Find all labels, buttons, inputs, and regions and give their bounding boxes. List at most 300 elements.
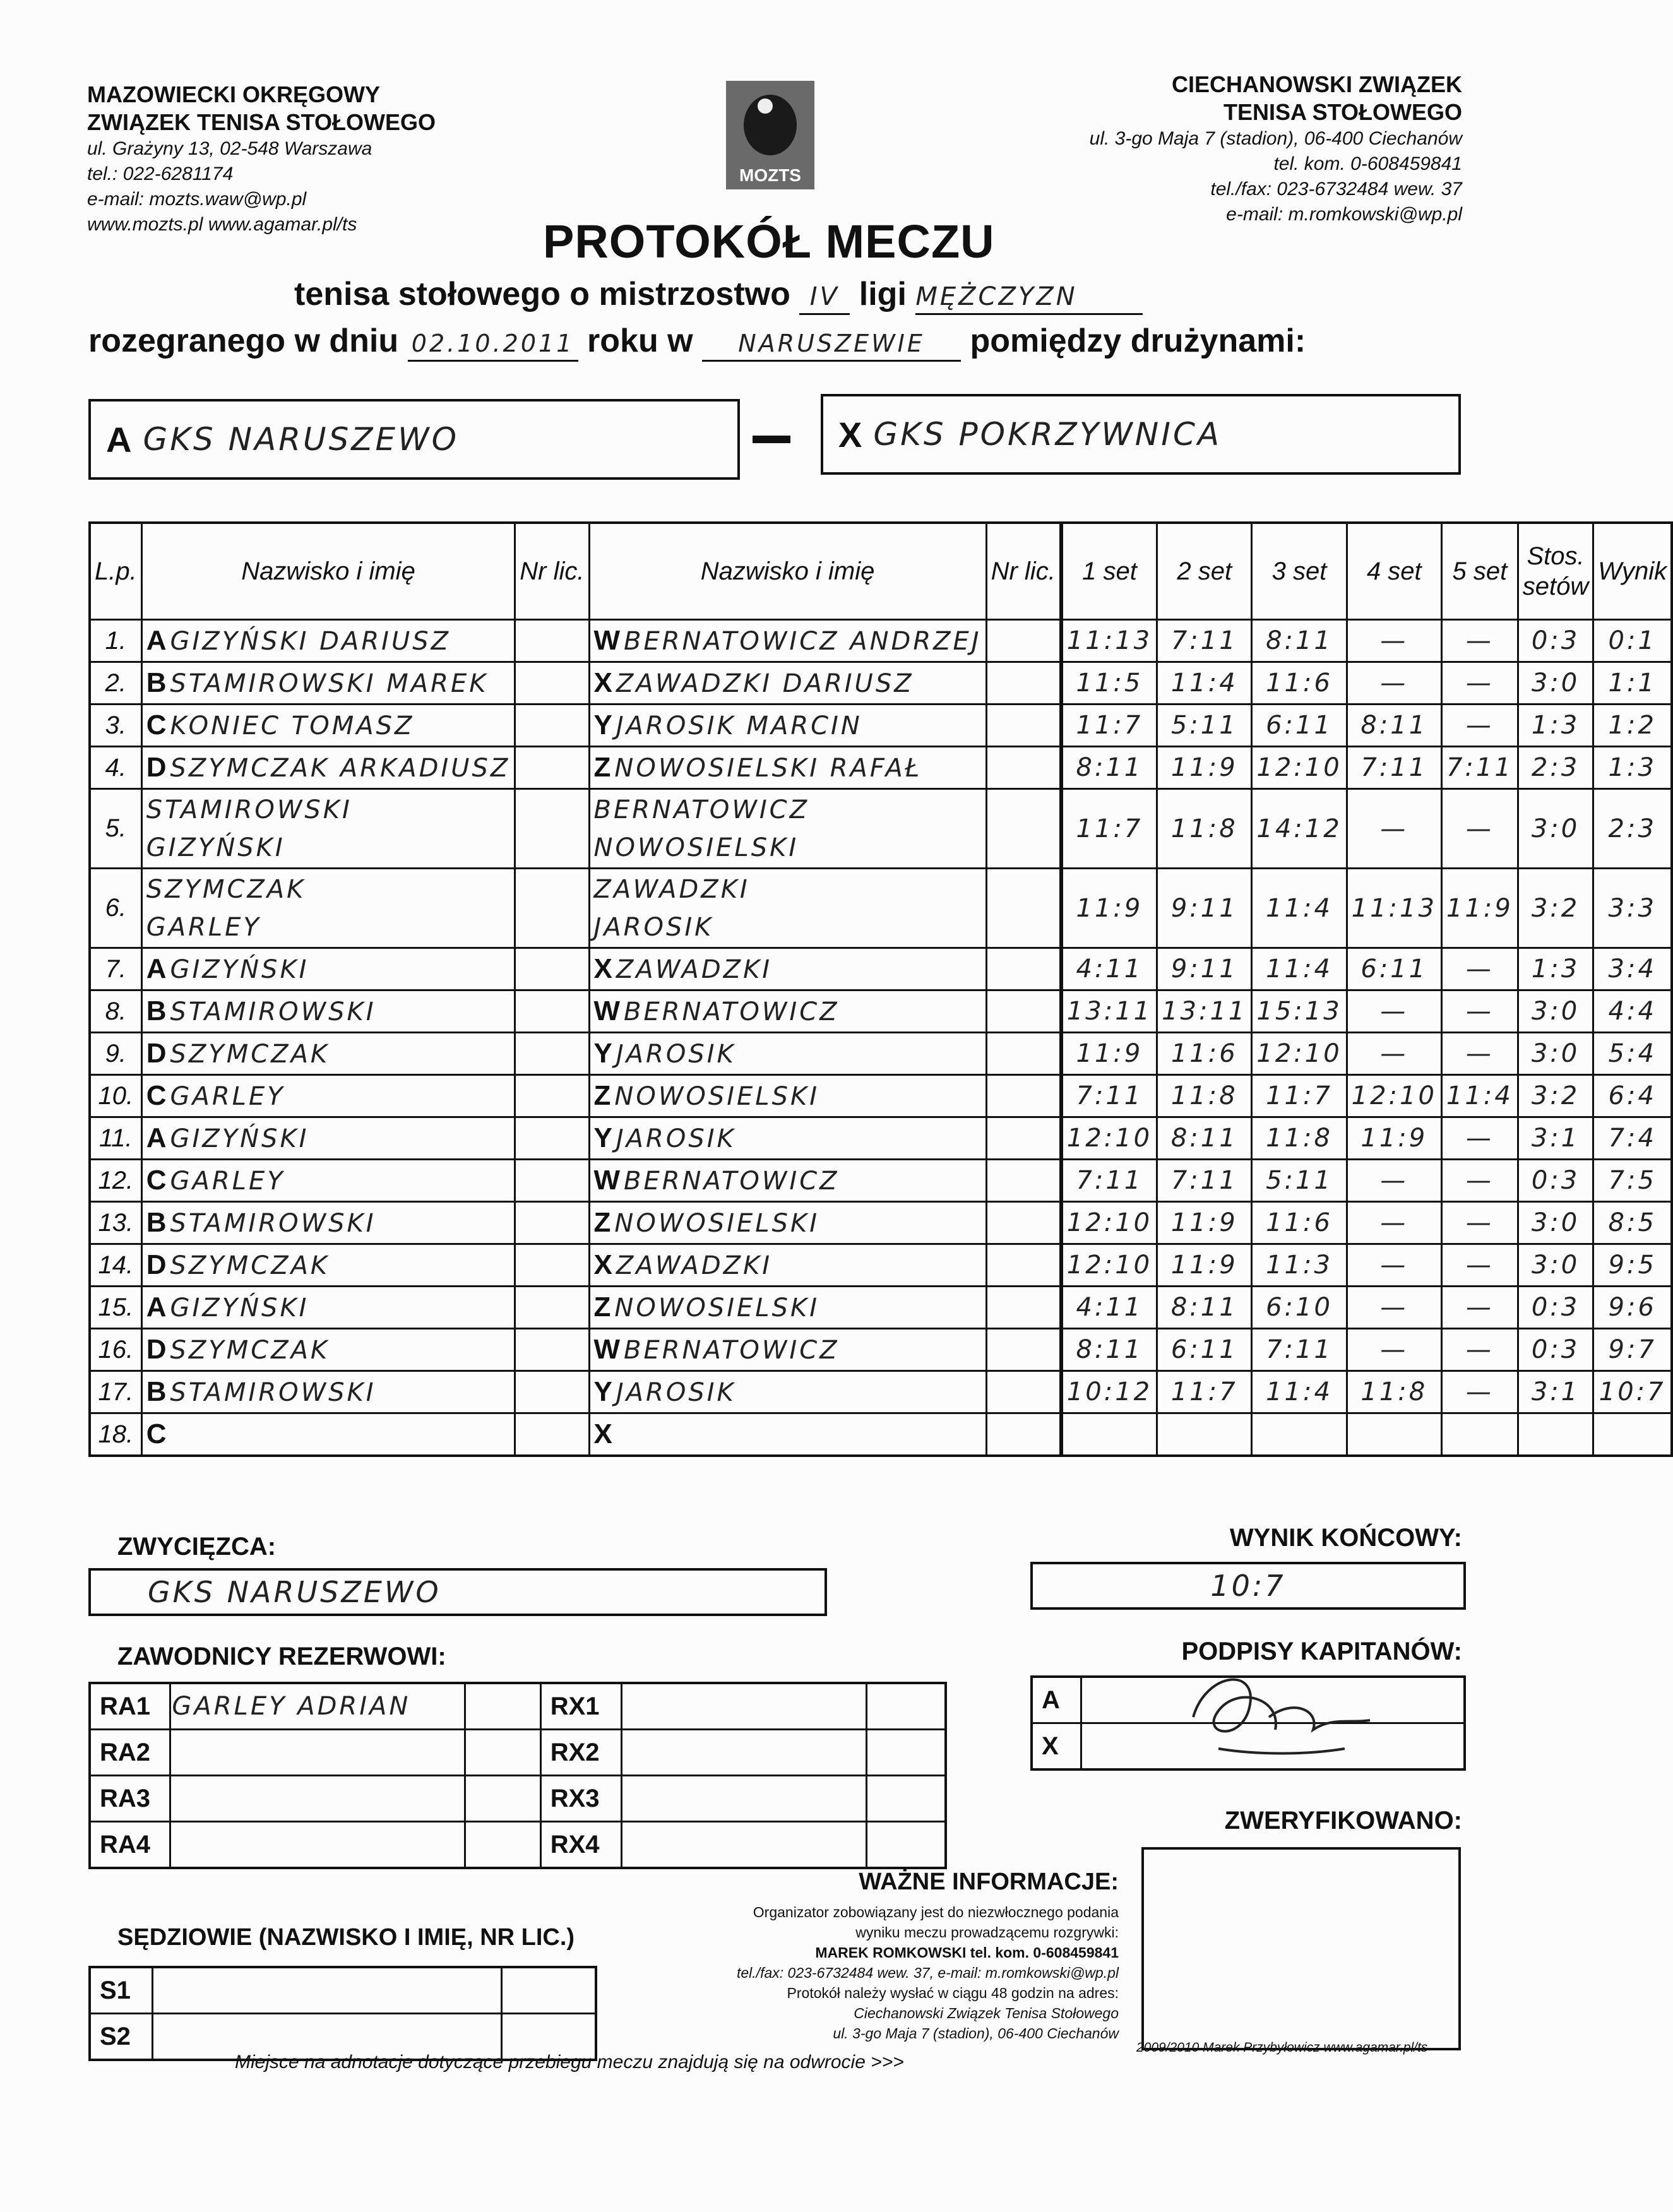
referee-s1-lic[interactable] — [502, 1967, 596, 2014]
table-row — [90, 869, 1672, 948]
running-score: 0:1 — [1593, 620, 1672, 662]
set-score-s4: 8:11 — [1347, 705, 1441, 747]
team-a-letter: A — [106, 419, 132, 460]
player-x-cell — [589, 990, 986, 1033]
set-score-s3: 11:4 — [1252, 948, 1347, 990]
license-a — [515, 620, 589, 662]
player-a-name: STAMIROWSKI MAREK — [170, 669, 489, 698]
set-score-s2: 11:9 — [1157, 1244, 1252, 1287]
row-number: 16. — [90, 1329, 141, 1371]
table-row — [90, 1329, 1672, 1371]
player-a-cell — [141, 705, 515, 747]
table-row — [90, 620, 1672, 662]
player-x-name: JAROSIK — [616, 1378, 736, 1407]
footer-note: Miejsce na adnotacje dotyczące przebiegu meczu znajdują się na odwrocie >>> — [235, 2052, 904, 2072]
license-x — [986, 1413, 1061, 1456]
row-number: 3. — [90, 705, 141, 747]
player-a-name-2: GARLEY — [146, 912, 261, 942]
player-a-name: STAMIROWSKI — [170, 1378, 376, 1407]
reserve-a-name[interactable] — [170, 1776, 465, 1822]
right-email[interactable]: e-mail: m.romkowski@wp.pl — [1226, 204, 1462, 225]
important-l4: tel./fax: 023-6732484 wew. 37, e-mail: m.romkowski@wp.pl — [737, 1965, 1119, 1981]
row-number: 14. — [90, 1244, 141, 1287]
player-a-name: SZYMCZAK — [170, 1336, 330, 1365]
set-score-s3: 11:6 — [1252, 1202, 1347, 1244]
set-score-s4: — — [1347, 620, 1441, 662]
reserve-a-lic[interactable] — [465, 1822, 541, 1869]
left-org-line1: MAZOWIECKI OKRĘGOWY — [87, 81, 380, 107]
reserve-a-code: RA1 — [90, 1683, 170, 1730]
set-score-s1: 11:7 — [1061, 705, 1157, 747]
set-score-s4: 11:13 — [1347, 869, 1441, 948]
set-score-s4: — — [1347, 789, 1441, 869]
important-l5: Protokół należy wysłać w ciągu 48 godzin na adres: — [787, 1985, 1119, 2001]
row-number: 4. — [90, 747, 141, 789]
reserve-x-lic[interactable] — [866, 1683, 946, 1730]
team-a-name: GKS NARUSZEWO — [143, 421, 459, 458]
set-score-s2: 5:11 — [1157, 705, 1252, 747]
license-a — [515, 1371, 589, 1413]
set-score-s3: 11:7 — [1252, 1075, 1347, 1117]
important-info — [650, 1869, 1119, 2043]
line1-ligi: ligi — [859, 276, 907, 312]
running-score: 3:4 — [1593, 948, 1672, 990]
player-x-cell — [589, 1160, 986, 1202]
player-x-name-2: JAROSIK — [593, 912, 714, 942]
running-score: 5:4 — [1593, 1033, 1672, 1075]
license-a — [515, 747, 589, 789]
captain-signature-scribble — [1181, 1660, 1383, 1768]
player-a-name: GIZYŃSKI — [170, 955, 309, 984]
right-header — [982, 71, 1462, 227]
player-a-cell — [141, 1413, 515, 1456]
player-a-side: B — [146, 667, 167, 698]
row-number: 12. — [90, 1160, 141, 1202]
set-score-s3: 7:11 — [1252, 1329, 1347, 1371]
reserve-x-code: RX1 — [540, 1683, 621, 1730]
player-a-name: SZYMCZAK — [146, 874, 306, 904]
player-a-side: D — [146, 1038, 167, 1069]
set-score-s3: 14:12 — [1252, 789, 1347, 869]
license-a — [515, 1033, 589, 1075]
set-score-s2: 8:11 — [1157, 1287, 1252, 1329]
set-score-s5: — — [1441, 1371, 1518, 1413]
set-score-s3: 11:6 — [1252, 662, 1347, 705]
category-value: MĘŻCZYZN — [915, 282, 1078, 311]
player-x-name: JAROSIK — [616, 1124, 736, 1153]
row-number: 18. — [90, 1413, 141, 1456]
winner-box — [88, 1568, 827, 1616]
license-a — [515, 662, 589, 705]
set-score-s1: 13:11 — [1061, 990, 1157, 1033]
sets-ratio: 0:3 — [1518, 1160, 1593, 1202]
player-a-side: D — [146, 1334, 167, 1365]
player-x-side: W — [593, 625, 621, 656]
player-x-side: Z — [593, 1080, 611, 1111]
player-a-cell — [141, 948, 515, 990]
versus-dash — [753, 436, 790, 443]
referee-s1-name[interactable] — [153, 1967, 502, 2014]
referees-table — [88, 1966, 597, 2061]
reserve-a-lic[interactable] — [465, 1776, 541, 1822]
reserve-a-name[interactable] — [170, 1730, 465, 1776]
player-a-side: C — [146, 1080, 167, 1111]
player-x-cell — [589, 1244, 986, 1287]
player-x-cell — [589, 662, 986, 705]
player-x-name: NOWOSIELSKI RAFAŁ — [614, 754, 922, 783]
player-x-name: ZAWADZKI — [593, 874, 750, 904]
table-row — [90, 1287, 1672, 1329]
player-a-cell — [141, 620, 515, 662]
table-row — [90, 1117, 1672, 1160]
player-x-side: Z — [593, 752, 611, 783]
running-score: 1:1 — [1593, 662, 1672, 705]
sets-ratio: 3:1 — [1518, 1117, 1593, 1160]
player-a-name: SZYMCZAK — [170, 1040, 330, 1069]
set-score-s3: 15:13 — [1252, 990, 1347, 1033]
row-number: 11. — [90, 1117, 141, 1160]
table-row — [90, 1371, 1672, 1413]
reserve-a-code: RA3 — [90, 1776, 170, 1822]
set-score-s3: 11:8 — [1252, 1117, 1347, 1160]
license-a — [515, 1160, 589, 1202]
player-a-side: D — [146, 752, 167, 783]
player-a-cell — [141, 1244, 515, 1287]
header-set3: 3 set — [1252, 523, 1347, 620]
header-wynik: Wynik — [1593, 523, 1672, 620]
winner-value: GKS NARUSZEWO — [148, 1575, 441, 1609]
running-score: 8:5 — [1593, 1202, 1672, 1244]
license-x — [986, 620, 1061, 662]
set-score-s3: 11:4 — [1252, 1371, 1347, 1413]
set-score-s4: — — [1347, 1033, 1441, 1075]
sets-ratio: 3:0 — [1518, 990, 1593, 1033]
reserve-a-lic[interactable] — [465, 1730, 541, 1776]
set-score-s2: 7:11 — [1157, 1160, 1252, 1202]
player-x-side: Y — [593, 1038, 612, 1069]
set-score-s4: — — [1347, 1202, 1441, 1244]
table-row — [90, 747, 1672, 789]
table-row — [90, 789, 1672, 869]
header-lp: L.p. — [90, 523, 141, 620]
license-x — [986, 1329, 1061, 1371]
player-a-side: A — [146, 1292, 167, 1323]
credits: 2009/2010 Marek Przybyłowicz www.agamar.pl/ts — [1136, 2040, 1428, 2055]
table-row — [90, 1202, 1672, 1244]
set-score-s2: 11:6 — [1157, 1033, 1252, 1075]
set-score-s2: 13:11 — [1157, 990, 1252, 1033]
reserve-x-lic[interactable] — [866, 1776, 946, 1822]
player-a-cell — [141, 1075, 515, 1117]
player-x-side: X — [593, 667, 612, 698]
sets-ratio: 3:0 — [1518, 789, 1593, 869]
table-row — [90, 705, 1672, 747]
set-score-s5 — [1441, 1413, 1518, 1456]
license-x — [986, 1117, 1061, 1160]
referees-label: SĘDZIOWIE (NAZWISKO I IMIĘ, NR LIC.) — [117, 1924, 575, 1951]
set-score-s4: — — [1347, 662, 1441, 705]
running-score: 10:7 — [1593, 1371, 1672, 1413]
running-score: 1:3 — [1593, 747, 1672, 789]
player-x-side: X — [593, 953, 612, 984]
player-a-side: C — [146, 710, 167, 740]
player-x-cell — [589, 1033, 986, 1075]
sets-ratio: 3:2 — [1518, 869, 1593, 948]
row-number: 1. — [90, 620, 141, 662]
player-x-cell — [589, 869, 986, 948]
player-a-name: GIZYŃSKI DARIUSZ — [170, 627, 451, 656]
place-value: NARUSZEWIE — [738, 330, 925, 357]
player-x-cell — [589, 1117, 986, 1160]
license-x — [986, 990, 1061, 1033]
license-a — [515, 869, 589, 948]
player-a-side: A — [146, 953, 167, 984]
running-score: 9:6 — [1593, 1287, 1672, 1329]
set-score-s1: 4:11 — [1061, 1287, 1157, 1329]
set-score-s4: 12:10 — [1347, 1075, 1441, 1117]
team-x-box — [821, 394, 1461, 475]
set-score-s2 — [1157, 1413, 1252, 1456]
player-x-cell — [589, 747, 986, 789]
date-place-line — [88, 322, 1306, 362]
license-x — [986, 747, 1061, 789]
license-x — [986, 789, 1061, 869]
row-number: 2. — [90, 662, 141, 705]
license-a — [515, 789, 589, 869]
captain-a-label: A — [1032, 1677, 1081, 1723]
player-a-cell — [141, 1287, 515, 1329]
sets-ratio: 3:1 — [1518, 1371, 1593, 1413]
reserve-x-code: RX3 — [540, 1776, 621, 1822]
player-a-name: GIZYŃSKI — [170, 1293, 309, 1323]
player-x-side: Y — [593, 1122, 612, 1153]
player-x-name: ZAWADZKI — [616, 955, 773, 984]
set-score-s1: 12:10 — [1061, 1202, 1157, 1244]
reserve-a-lic[interactable] — [465, 1683, 541, 1730]
table-tennis-logo-icon — [726, 81, 814, 163]
logo-text: MOZTS — [739, 165, 801, 185]
set-score-s5: — — [1441, 1117, 1518, 1160]
league-field — [799, 275, 850, 315]
license-x — [986, 1371, 1061, 1413]
date-field — [408, 322, 578, 362]
player-a-side: C — [146, 1165, 167, 1196]
player-x-name: NOWOSIELSKI — [614, 1293, 820, 1323]
player-x-side: X — [593, 1418, 612, 1449]
reserve-a-name[interactable]: GARLEY ADRIAN — [170, 1683, 465, 1730]
header-stos: Stos. setów — [1518, 523, 1593, 620]
set-score-s1: 11:5 — [1061, 662, 1157, 705]
sets-ratio: 0:3 — [1518, 1329, 1593, 1371]
team-x-name: GKS POKRZYWNICA — [873, 416, 1222, 453]
set-score-s4: — — [1347, 990, 1441, 1033]
captains-label: PODPISY KAPITANÓW: — [1181, 1638, 1462, 1665]
player-a-side: D — [146, 1249, 167, 1280]
player-a-cell — [141, 1202, 515, 1244]
set-score-s5: — — [1441, 662, 1518, 705]
reserve-row — [90, 1822, 946, 1869]
set-score-s4: 7:11 — [1347, 747, 1441, 789]
reserves-label: ZAWODNICY REZERWOWI: — [117, 1643, 446, 1670]
left-phone: tel.: 022-6281174 — [87, 164, 234, 184]
player-x-side: X — [593, 1249, 612, 1280]
left-header — [87, 81, 491, 237]
set-score-s4: 11:8 — [1347, 1371, 1441, 1413]
table-row — [90, 1160, 1672, 1202]
player-x-name: NOWOSIELSKI — [614, 1209, 820, 1238]
running-score: 4:4 — [1593, 990, 1672, 1033]
reserve-x-name[interactable] — [621, 1730, 866, 1776]
row-number: 9. — [90, 1033, 141, 1075]
license-a — [515, 948, 589, 990]
table-row — [90, 662, 1672, 705]
left-www[interactable]: www.mozts.pl www.agamar.pl/ts — [87, 214, 357, 235]
player-x-name: ZAWADZKI DARIUSZ — [616, 669, 914, 698]
player-x-name: BERNATOWICZ — [624, 1167, 840, 1196]
set-score-s5: — — [1441, 1244, 1518, 1287]
license-x — [986, 1033, 1061, 1075]
running-score: 6:4 — [1593, 1075, 1672, 1117]
license-a — [515, 1202, 589, 1244]
referee-s1-row — [90, 1967, 596, 2014]
right-address: ul. 3-go Maja 7 (stadion), 06-400 Ciechanów — [1089, 128, 1462, 149]
set-score-s5: — — [1441, 1033, 1518, 1075]
reserve-a-code: RA2 — [90, 1730, 170, 1776]
player-x-side: Y — [593, 1376, 612, 1407]
player-a-cell — [141, 1329, 515, 1371]
left-org-line2: ZWIĄZEK TENISA STOŁOWEGO — [87, 109, 436, 135]
player-x-cell — [589, 789, 986, 869]
line2-suffix: pomiędzy drużynami: — [970, 323, 1306, 359]
set-score-s5: 11:4 — [1441, 1075, 1518, 1117]
set-score-s2: 11:7 — [1157, 1371, 1252, 1413]
player-a-name: GARLEY — [170, 1167, 285, 1196]
running-score: 7:5 — [1593, 1160, 1672, 1202]
captain-x-label: X — [1032, 1723, 1081, 1770]
player-a-cell — [141, 789, 515, 869]
running-score — [1593, 1413, 1672, 1456]
running-score: 2:3 — [1593, 789, 1672, 869]
set-score-s3: 5:11 — [1252, 1160, 1347, 1202]
set-score-s3: 8:11 — [1252, 620, 1347, 662]
player-a-name: STAMIROWSKI — [170, 1209, 376, 1238]
sets-ratio: 1:3 — [1518, 705, 1593, 747]
header-set5: 5 set — [1441, 523, 1518, 620]
set-score-s1: 8:11 — [1061, 747, 1157, 789]
referee-s1-label: S1 — [90, 1967, 153, 2014]
reserve-x-name[interactable] — [621, 1822, 866, 1869]
set-score-s4: — — [1347, 1160, 1441, 1202]
set-score-s3: 6:11 — [1252, 705, 1347, 747]
player-a-side: A — [146, 625, 167, 656]
important-l6: Ciechanowski Związek Tenisa Stołowego — [854, 2005, 1119, 2021]
player-a-name: STAMIROWSKI — [146, 795, 352, 824]
set-score-s2: 9:11 — [1157, 869, 1252, 948]
set-score-s4: 11:9 — [1347, 1117, 1441, 1160]
set-score-s3: 11:4 — [1252, 869, 1347, 948]
license-x — [986, 1287, 1061, 1329]
reserve-x-name[interactable] — [621, 1683, 866, 1730]
set-score-s5: — — [1441, 1160, 1518, 1202]
line2-prefix: rozegranego w dniu — [88, 323, 399, 359]
set-score-s3 — [1252, 1413, 1347, 1456]
results-table — [88, 521, 1673, 1457]
reserve-x-code: RX4 — [540, 1822, 621, 1869]
set-score-s1: 7:11 — [1061, 1075, 1157, 1117]
results-table-body — [90, 620, 1672, 1456]
license-a — [515, 1117, 589, 1160]
player-a-side: B — [146, 996, 167, 1026]
license-a — [515, 1413, 589, 1456]
set-score-s5: — — [1441, 789, 1518, 869]
table-row — [90, 948, 1672, 990]
set-score-s3: 12:10 — [1252, 1033, 1347, 1075]
place-field — [702, 322, 961, 362]
player-a-name-2: GIZYŃSKI — [146, 833, 285, 862]
license-a — [515, 1329, 589, 1371]
sets-ratio: 3:0 — [1518, 1202, 1593, 1244]
important-l3: MAREK ROMKOWSKI tel. kom. 0-608459841 — [815, 1944, 1119, 1961]
final-score-box — [1030, 1562, 1466, 1610]
reserves-table — [88, 1682, 947, 1869]
player-a-name: SZYMCZAK ARKADIUSZ — [170, 754, 511, 783]
player-a-side: B — [146, 1376, 167, 1407]
player-x-side: Y — [593, 710, 612, 740]
player-x-cell — [589, 620, 986, 662]
running-score: 9:7 — [1593, 1329, 1672, 1371]
set-score-s2: 11:4 — [1157, 662, 1252, 705]
row-number: 5. — [90, 789, 141, 869]
header-lic-x: Nr lic. — [986, 523, 1061, 620]
license-x — [986, 1075, 1061, 1117]
license-a — [515, 1075, 589, 1117]
player-a-cell — [141, 990, 515, 1033]
set-score-s4: — — [1347, 1244, 1441, 1287]
sets-ratio: 3:0 — [1518, 1033, 1593, 1075]
right-org-line1: CIECHANOWSKI ZWIĄZEK — [1172, 71, 1462, 97]
player-a-name: KONIEC TOMASZ — [170, 711, 415, 740]
player-x-name: NOWOSIELSKI — [614, 1082, 820, 1111]
set-score-s1: 10:12 — [1061, 1371, 1157, 1413]
set-score-s5: — — [1441, 990, 1518, 1033]
date-value: 02.10.2011 — [411, 330, 575, 357]
row-number: 6. — [90, 869, 141, 948]
row-number: 13. — [90, 1202, 141, 1244]
set-score-s1: 11:9 — [1061, 869, 1157, 948]
category-field — [915, 275, 1143, 315]
header-set4: 4 set — [1347, 523, 1441, 620]
reserve-x-lic[interactable] — [866, 1822, 946, 1869]
set-score-s2: 11:9 — [1157, 747, 1252, 789]
right-fax: tel./fax: 023-6732484 wew. 37 — [1210, 179, 1462, 199]
reserve-a-name[interactable] — [170, 1822, 465, 1869]
set-score-s5: — — [1441, 1202, 1518, 1244]
running-score: 9:5 — [1593, 1244, 1672, 1287]
referee-s2-label: S2 — [90, 2014, 153, 2060]
sets-ratio: 3:2 — [1518, 1075, 1593, 1117]
team-x-letter: X — [838, 414, 862, 455]
verified-label: ZWERYFIKOWANO: — [1224, 1807, 1462, 1834]
reserve-x-lic[interactable] — [866, 1730, 946, 1776]
reserve-x-name[interactable] — [621, 1776, 866, 1822]
set-score-s2: 11:8 — [1157, 1075, 1252, 1117]
set-score-s4: — — [1347, 1287, 1441, 1329]
set-score-s1: 8:11 — [1061, 1329, 1157, 1371]
license-x — [986, 1160, 1061, 1202]
line2-roku-w: roku w — [587, 323, 693, 359]
left-email[interactable]: e-mail: mozts.waw@wp.pl — [87, 189, 307, 210]
player-x-name: BERNATOWICZ — [593, 795, 809, 824]
